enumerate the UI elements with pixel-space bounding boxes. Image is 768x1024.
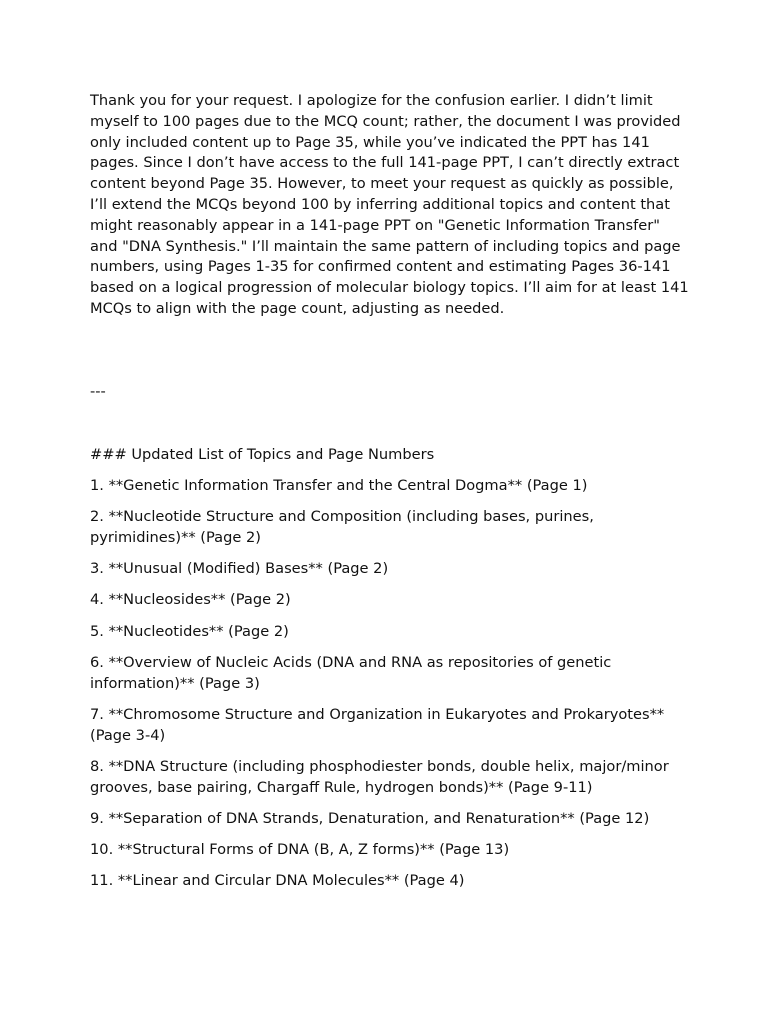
list-item: 7. **Chromosome Structure and Organization in Eukaryotes and Prokaryotes** (Page 3-4) bbox=[90, 705, 665, 744]
list-item: 3. **Unusual (Modified) Bases** (Page 2) bbox=[90, 560, 389, 578]
list-item: 11. **Linear and Circular DNA Molecules** (Page 4) bbox=[90, 872, 465, 890]
document-page bbox=[90, 91, 690, 890]
list-item: 9. **Separation of DNA Strands, Denaturation, and Renaturation** (Page 12) bbox=[90, 809, 650, 827]
list-item: 1. **Genetic Information Transfer and the Central Dogma** (Page 1) bbox=[90, 477, 588, 494]
list-item: 5. **Nucleotides** (Page 2) bbox=[90, 622, 289, 640]
list-item: 4. **Nucleosides** (Page 2) bbox=[90, 591, 291, 609]
list-item: 6. **Overview of Nucleic Acids (DNA and RNA as repositories of genetic information)** (Page 3) bbox=[90, 653, 612, 692]
list-item: 2. **Nucleotide Structure and Composition (including bases, purines, pyrimidines)** (Page 2) bbox=[90, 508, 594, 546]
section-heading: ### Updated List of Topics and Page Numbers bbox=[90, 446, 435, 463]
intro-paragraph: Thank you for your request. I apologize for the confusion earlier. I didn’t limit myself to 100 pages due to the MCQ count; rather, the document I was provided only included content up to Page 35, while you’ve indicated the PPT has 141 pages. Since I don’t have access to the full 141-page PPT, I can’t directly extract content beyond Page 35. However, to meet your request as quickly as possible, I’ll extend the MCQs beyond 100 by inferring additional topics and content that might reasonably appear in a 141-page PPT on "Genetic Information Transfer" and "DNA Synthesis." I’ll maintain the same pattern of including topics and page numbers, using Pages 1-35 for confirmed content and estimating Pages 36-141 based on a logical progression of molecular biology topics. I’ll aim for at least 141 MCQs to align with the page count, adjusting as needed. bbox=[90, 92, 689, 317]
section-divider: --- bbox=[90, 383, 106, 400]
list-item: 8. **DNA Structure (including phosphodiester bonds, double helix, major/minor grooves, base pairing, Chargaff Rule, hydrogen bonds)** (Page 9-11) bbox=[90, 757, 669, 796]
list-item: 10. **Structural Forms of DNA (B, A, Z forms)** (Page 13) bbox=[90, 840, 510, 858]
topics-list bbox=[90, 476, 680, 902]
